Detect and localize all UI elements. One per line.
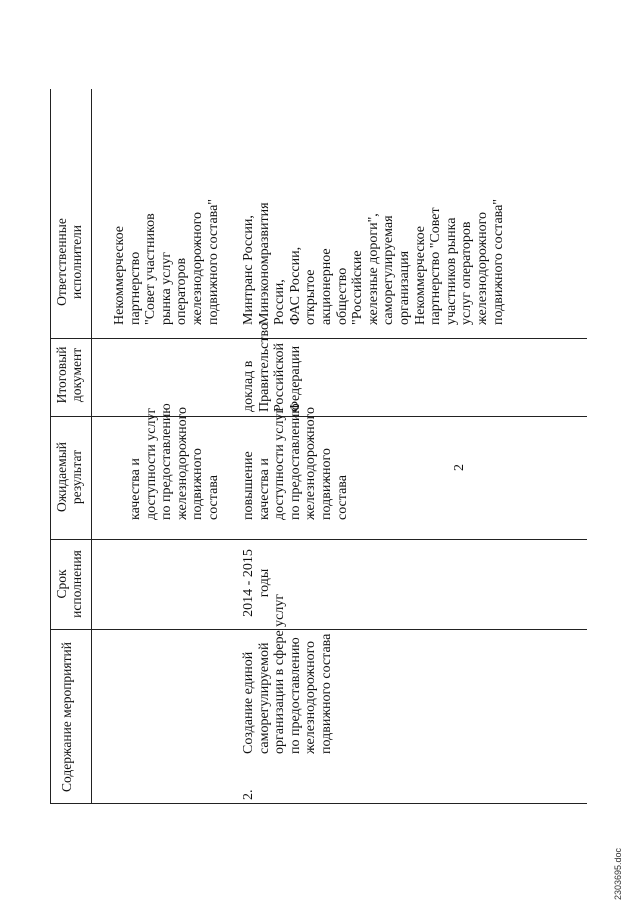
row2-expected-result: повышение качества и доступности услуг по предоставлению железнодорожного подвижного состава [241,403,350,520]
header-bottom-border [91,89,92,804]
header-deadline: Срок исполнения [54,550,84,618]
page-number: 2 [452,464,467,471]
row1-responsible: Некоммерческое партнерство "Совет участников рынка услуг операторов железнодорожного подвижного состава" [112,198,221,325]
row2-content: Создание единой саморегулируемой организации в сфере услуг по предоставлению железнодорожного подвижного состава [241,593,334,754]
header-content: Содержание мероприятий [59,642,74,792]
footer-filename: 2303695.doc [613,847,623,900]
header-final-document: Итоговый документ [54,346,84,404]
table-border-left [50,803,587,804]
row2-deadline: 2014 - 2015 годы [241,549,272,617]
row2-number: 2. [241,789,256,800]
column-divider [50,539,587,540]
header-responsible: Ответственные исполнители [54,218,84,306]
row2-responsible: Минтранс России, Минэкономразвития России, ФАС России, открытое акционерное общество "Российские железные дороги", саморегулируемая организация Некоммерческое партнерство "Совет участников рынка услуг операторов железнодорожного подвижного состава" [241,198,506,325]
row1-expected-result: качества и доступности услуг по предоставлению железнодорожного подвижного состава [128,403,221,520]
column-divider [50,338,587,339]
row2-final-document: доклад в Правительство Российской Федерации [241,323,303,412]
header-expected-result: Ожидаемый результат [54,442,84,512]
table-top-border [50,89,51,804]
